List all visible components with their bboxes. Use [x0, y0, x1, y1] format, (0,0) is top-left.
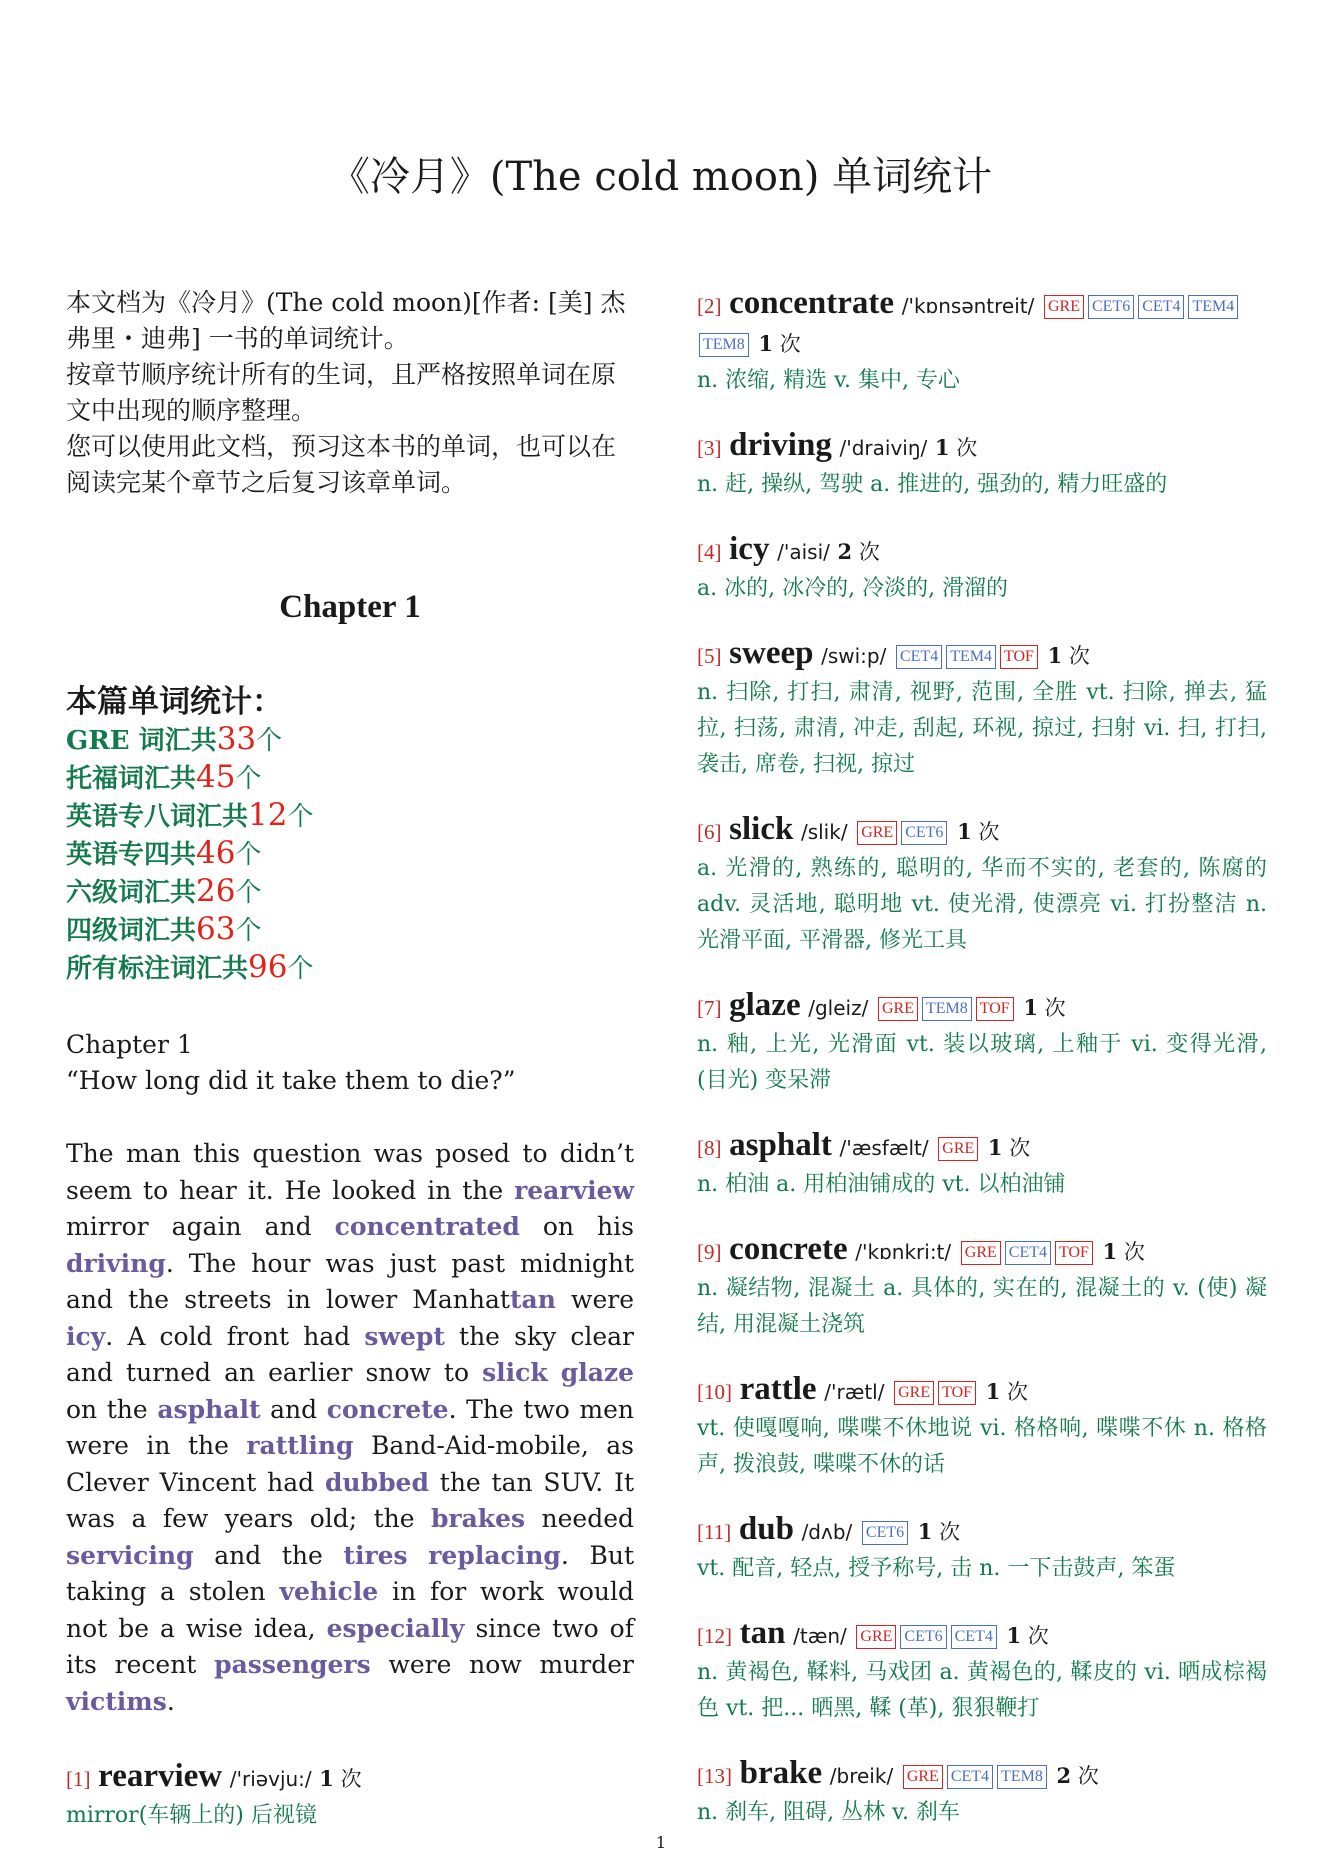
entry-head — [697, 427, 1267, 467]
stats-count: 33 — [216, 721, 257, 757]
highlighted-word: servicing — [66, 1540, 194, 1570]
level-tag: TOF — [1000, 645, 1038, 669]
stats-heading: 本篇单词统计： — [66, 684, 283, 720]
level-tag: CET4 — [951, 1625, 997, 1649]
entry-word: icy — [729, 531, 770, 567]
entry-index: [10] — [697, 1380, 732, 1404]
entry-word: concrete — [729, 1231, 848, 1267]
highlighted-word: tan — [509, 1285, 556, 1314]
entry-phonetic: /'kɒnkri:t/ — [855, 1240, 952, 1264]
count-number: 1 — [1023, 995, 1038, 1020]
entry-index: [7] — [697, 996, 722, 1020]
entry-count — [1048, 644, 1090, 668]
entry-count — [1006, 1624, 1048, 1648]
entry-head — [697, 285, 1267, 363]
level-tag: GRE — [903, 1765, 943, 1789]
level-tag: TOF — [976, 997, 1014, 1021]
entry-word: slick — [729, 811, 794, 847]
highlighted-word: rearview — [514, 1175, 634, 1205]
highlighted-word: especially — [326, 1613, 465, 1643]
level-tag: CET4 — [1005, 1241, 1051, 1265]
intro — [66, 285, 634, 501]
count-unit: 次 — [978, 820, 1000, 844]
level-tag: TEM8 — [699, 333, 749, 357]
stats-line — [66, 873, 634, 911]
highlighted-word: brakes — [430, 1504, 526, 1533]
intro-line: 本文档为《冷月》(The cold moon)[作者: [美] 杰弗里・迪弗] 一书的单词统计。 — [66, 288, 626, 353]
vocab-entry — [697, 811, 1267, 959]
entry-definition: n. 刹车, 阻碍, 丛林 v. 刹车 — [697, 1800, 960, 1825]
count-unit: 次 — [939, 1520, 961, 1544]
entry-word: rattle — [739, 1371, 817, 1407]
vocab-entry — [697, 987, 1267, 1099]
entry-index: [8] — [697, 1136, 722, 1160]
entry-phonetic: /slik/ — [800, 820, 848, 844]
entry-head — [697, 1511, 1267, 1551]
stats-count: 26 — [196, 873, 236, 909]
entry-phonetic: /swi:p/ — [821, 644, 887, 668]
stats-label: GRE 词汇共 — [66, 726, 217, 756]
count-number: 2 — [837, 539, 853, 564]
stats-count: 46 — [196, 835, 236, 871]
entry-word: sweep — [729, 635, 814, 671]
entry-phonetic: /'draiviŋ/ — [839, 436, 928, 460]
stats-label: 英语专八词汇共 — [66, 802, 249, 832]
stats-unit: 个 — [235, 916, 262, 946]
stats-unit: 个 — [287, 954, 314, 984]
stats-line — [66, 835, 634, 873]
stats-label: 六级词汇共 — [66, 878, 197, 908]
entry-head — [697, 1127, 1267, 1167]
entry-head — [697, 531, 1267, 571]
highlighted-word: passengers — [214, 1650, 371, 1679]
entry-count — [957, 820, 999, 844]
highlighted-word: concentrated — [334, 1212, 520, 1241]
entry-phonetic: /'rætl/ — [824, 1380, 885, 1404]
count-number: 1 — [917, 1519, 933, 1544]
level-tag: TOF — [938, 1381, 976, 1405]
entry-word: brake — [739, 1755, 823, 1791]
entry-count — [1023, 996, 1065, 1020]
level-tag: GRE — [856, 1625, 896, 1649]
stats-line — [66, 911, 634, 949]
level-tag: TEM8 — [922, 997, 972, 1021]
entry-definition: mirror(车辆上的) 后视镜 — [66, 1803, 317, 1828]
left-column — [66, 285, 634, 1862]
count-number: 2 — [1056, 1763, 1072, 1788]
count-number: 1 — [1047, 643, 1063, 668]
entry-index: [13] — [697, 1764, 732, 1788]
count-number: 1 — [985, 1379, 1001, 1404]
level-tag: CET6 — [862, 1521, 908, 1545]
entry-definition: a. 冰的, 冰冷的, 冷淡的, 滑溜的 — [697, 576, 1009, 601]
entry-phonetic: /'riəvju:/ — [229, 1767, 312, 1791]
vocab-entry — [697, 285, 1267, 399]
entry-index: [5] — [697, 644, 722, 668]
entry-index: [11] — [697, 1520, 732, 1544]
stats-list — [66, 721, 634, 987]
chapter-title: Chapter 1 — [279, 589, 421, 625]
vocab-entry — [697, 1511, 1267, 1587]
level-tag: TEM4 — [946, 645, 996, 669]
entry-phonetic: /breik/ — [829, 1764, 894, 1788]
vocab-entry — [697, 427, 1267, 503]
count-number: 1 — [987, 1135, 1003, 1160]
chapter-quote: “How long did it take them to die?” — [66, 1066, 516, 1095]
count-unit: 次 — [779, 332, 801, 356]
entry-head — [697, 987, 1267, 1027]
highlighted-word: asphalt — [157, 1394, 261, 1424]
count-unit: 次 — [340, 1767, 362, 1791]
highlighted-word: glaze — [560, 1358, 634, 1387]
stats-count: 45 — [196, 759, 236, 795]
count-unit: 次 — [1123, 1240, 1145, 1264]
count-unit: 次 — [956, 436, 978, 460]
entry-definition: a. 光滑的, 熟练的, 聪明的, 华而不实的, 老套的, 陈腐的 adv. 灵活地, 聪明地 vt. 使光滑, 使漂亮 vi. 打扮整洁 n. 光滑平面, 平滑器, 修光工具 — [697, 856, 1267, 953]
entry-count — [1103, 1240, 1145, 1264]
level-tag: CET4 — [896, 645, 942, 669]
entry-phonetic: /'aisi/ — [777, 540, 830, 564]
entry-head — [697, 1755, 1267, 1795]
stats-unit: 个 — [256, 726, 283, 756]
count-unit: 次 — [1044, 996, 1066, 1020]
level-tag: GRE — [1044, 295, 1084, 319]
level-tag: CET6 — [900, 1625, 946, 1649]
entry-count — [918, 1520, 960, 1544]
entry-definition: n. 釉, 上光, 光滑面 vt. 装以玻璃, 上釉于 vi. 变得光滑, (目光) 变呆滞 — [697, 1032, 1267, 1093]
entry-definition: n. 黄褐色, 鞣料, 马戏团 a. 黄褐色的, 鞣皮的 vi. 晒成棕褐色 vt. 把... 晒黑, 鞣 (革), 狠狠鞭打 — [697, 1660, 1267, 1721]
entry-count — [838, 540, 880, 564]
vocab-entry — [697, 1127, 1267, 1203]
entry-definition: n. 赶, 操纵, 驾驶 a. 推进的, 强劲的, 精力旺盛的 — [697, 472, 1168, 497]
entry-index: [3] — [697, 436, 722, 460]
vocab-entry — [697, 1755, 1267, 1831]
level-tag: GRE — [938, 1137, 978, 1161]
entry-definition: n. 扫除, 打扫, 肃清, 视野, 范围, 全胜 vt. 扫除, 掸去, 猛拉, 扫荡, 肃清, 冲走, 刮起, 环视, 掠过, 扫射 vi. 扫, 打扫, 袭击, 席卷, 扫视, 掠过 — [697, 680, 1267, 777]
entry-head — [697, 635, 1267, 675]
highlighted-word: icy — [66, 1321, 106, 1351]
stats-label: 英语专四共 — [66, 840, 197, 870]
count-number: 1 — [1102, 1239, 1118, 1264]
entry-count — [1056, 1764, 1098, 1788]
level-tag: GRE — [894, 1381, 934, 1405]
chapter-label: Chapter 1 — [66, 1030, 193, 1059]
entry-count — [988, 1136, 1030, 1160]
entry-phonetic: /'æsfælt/ — [839, 1136, 929, 1160]
stats-line — [66, 759, 634, 797]
highlighted-word: tires — [343, 1540, 408, 1570]
count-unit: 次 — [1007, 1380, 1028, 1404]
entry-head — [66, 1758, 634, 1798]
page-number: 1 — [655, 1833, 667, 1852]
entry-definition: n. 凝结物, 混凝土 a. 具体的, 实在的, 混凝土的 v. (使) 凝结, 用混凝土浇筑 — [697, 1276, 1267, 1337]
count-unit: 次 — [1009, 1136, 1031, 1160]
stats-count: 63 — [196, 911, 236, 947]
entry-word: dub — [738, 1511, 794, 1547]
stats-count: 96 — [248, 949, 288, 985]
entry-index: [6] — [697, 820, 722, 844]
vocab-entry — [697, 1231, 1267, 1343]
entry-definition: vt. 配音, 轻点, 授予称号, 击 n. 一下击鼓声, 笨蛋 — [697, 1556, 1176, 1581]
entry-count — [935, 436, 977, 460]
level-tag: TOF — [1055, 1241, 1093, 1265]
stats-unit: 个 — [287, 802, 314, 832]
entry-word: asphalt — [729, 1127, 832, 1163]
right-entry-list — [697, 285, 1267, 1859]
count-unit: 次 — [1027, 1624, 1049, 1648]
entry-definition: n. 柏油 a. 用柏油铺成的 vt. 以柏油铺 — [697, 1172, 1066, 1197]
level-tag: TEM4 — [1188, 295, 1238, 319]
stats-line — [66, 721, 634, 759]
level-tag: CET4 — [1138, 295, 1184, 319]
entry-index: [1] — [66, 1767, 91, 1791]
stats-line — [66, 797, 634, 835]
entry-index: [9] — [697, 1240, 722, 1264]
entry-word: tan — [739, 1615, 786, 1651]
stats-unit: 个 — [235, 764, 262, 794]
highlighted-word: replacing — [428, 1540, 561, 1570]
entry-count — [758, 332, 800, 356]
entry-count — [319, 1767, 361, 1791]
entry-count — [986, 1380, 1028, 1404]
stats-label: 四级词汇共 — [66, 916, 197, 946]
level-tag: GRE — [878, 997, 918, 1021]
entry-word: driving — [729, 427, 832, 463]
story-text: The man this question was posed to didn’t seem to hear it. He looked in the rearview mirror again and concentrated on his driving. The hour was just past midnight and the streets in lower Manhattan were icy. A cold front had swept the sky clear and turned an earlier snow to slick glaze on the asphalt and concrete. The two men were in the rattling Band-Aid-mobile, as Clever Vincent had dubbed the tan SUV. It was a few years old; the brakes needed servicing and the tires replacing. But taking a stolen vehicle in for work would not be a wise idea, especially since two of its recent passengers were now murder victims. — [66, 1139, 635, 1716]
stats-label: 所有标注词汇共 — [66, 954, 249, 984]
highlighted-word: victims — [66, 1686, 167, 1716]
level-tag: CET6 — [901, 821, 947, 845]
level-tag: CET6 — [1088, 295, 1134, 319]
entry-word: rearview — [98, 1758, 223, 1794]
left-entry-list — [66, 1758, 634, 1834]
entry-index: [4] — [697, 540, 722, 564]
vocab-entry — [697, 635, 1267, 783]
entry-word: glaze — [729, 987, 801, 1023]
stats-unit: 个 — [235, 840, 262, 870]
stats-line — [66, 949, 634, 987]
level-tag: TEM8 — [997, 1765, 1047, 1789]
count-number: 1 — [1006, 1623, 1022, 1648]
highlighted-word: slick — [482, 1358, 548, 1387]
highlighted-word: swept — [364, 1321, 445, 1351]
entry-phonetic: /tæn/ — [793, 1624, 847, 1648]
entry-phonetic: /dʌb/ — [801, 1520, 853, 1544]
highlighted-word: concrete — [326, 1394, 449, 1424]
entry-definition: n. 浓缩, 精选 v. 集中, 专心 — [697, 368, 960, 393]
vocab-entry — [697, 531, 1267, 607]
highlighted-word: rattling — [246, 1431, 354, 1460]
level-tag: GRE — [961, 1241, 1001, 1265]
entry-phonetic: /'kɒnsəntreit/ — [901, 294, 1035, 318]
entry-head — [697, 1615, 1267, 1655]
vocab-entry — [697, 1371, 1267, 1483]
entry-definition: vt. 使嘎嘎响, 喋喋不休地说 vi. 格格响, 喋喋不休 n. 格格声, 拨浪鼓, 喋喋不休的话 — [697, 1416, 1267, 1477]
entry-head — [697, 1231, 1267, 1271]
count-number: 1 — [319, 1766, 334, 1791]
vocab-entry — [66, 1758, 634, 1834]
count-number: 1 — [957, 819, 972, 844]
entry-index: [2] — [697, 294, 722, 318]
level-tag: GRE — [857, 821, 897, 845]
highlighted-word: dubbed — [324, 1467, 429, 1497]
count-number: 1 — [758, 331, 774, 356]
count-unit: 次 — [858, 540, 880, 564]
count-unit: 次 — [1068, 644, 1090, 668]
entry-phonetic: /gleiz/ — [808, 996, 869, 1020]
stats-unit: 个 — [235, 878, 262, 908]
entry-head — [697, 1371, 1267, 1411]
page-title: 《冷月》(The cold moon) 单词统计 — [329, 154, 993, 200]
intro-line: 按章节顺序统计所有的生词，且严格按照单词在原文中出现的顺序整理。 — [66, 360, 617, 425]
level-tag: CET4 — [947, 1765, 993, 1789]
entry-word: concentrate — [729, 285, 895, 321]
entry-head — [697, 811, 1267, 851]
vocab-entry — [697, 1615, 1267, 1727]
entry-index: [12] — [697, 1624, 732, 1648]
stats-label: 托福词汇共 — [66, 764, 197, 794]
intro-line: 您可以使用此文档，预习这本书的单词，也可以在阅读完某个章节之后复习该章单词。 — [66, 432, 617, 497]
count-number: 1 — [934, 435, 950, 460]
count-unit: 次 — [1077, 1764, 1099, 1788]
highlighted-word: driving — [66, 1248, 166, 1278]
highlighted-word: vehicle — [279, 1577, 379, 1606]
stats-count: 12 — [248, 797, 288, 833]
